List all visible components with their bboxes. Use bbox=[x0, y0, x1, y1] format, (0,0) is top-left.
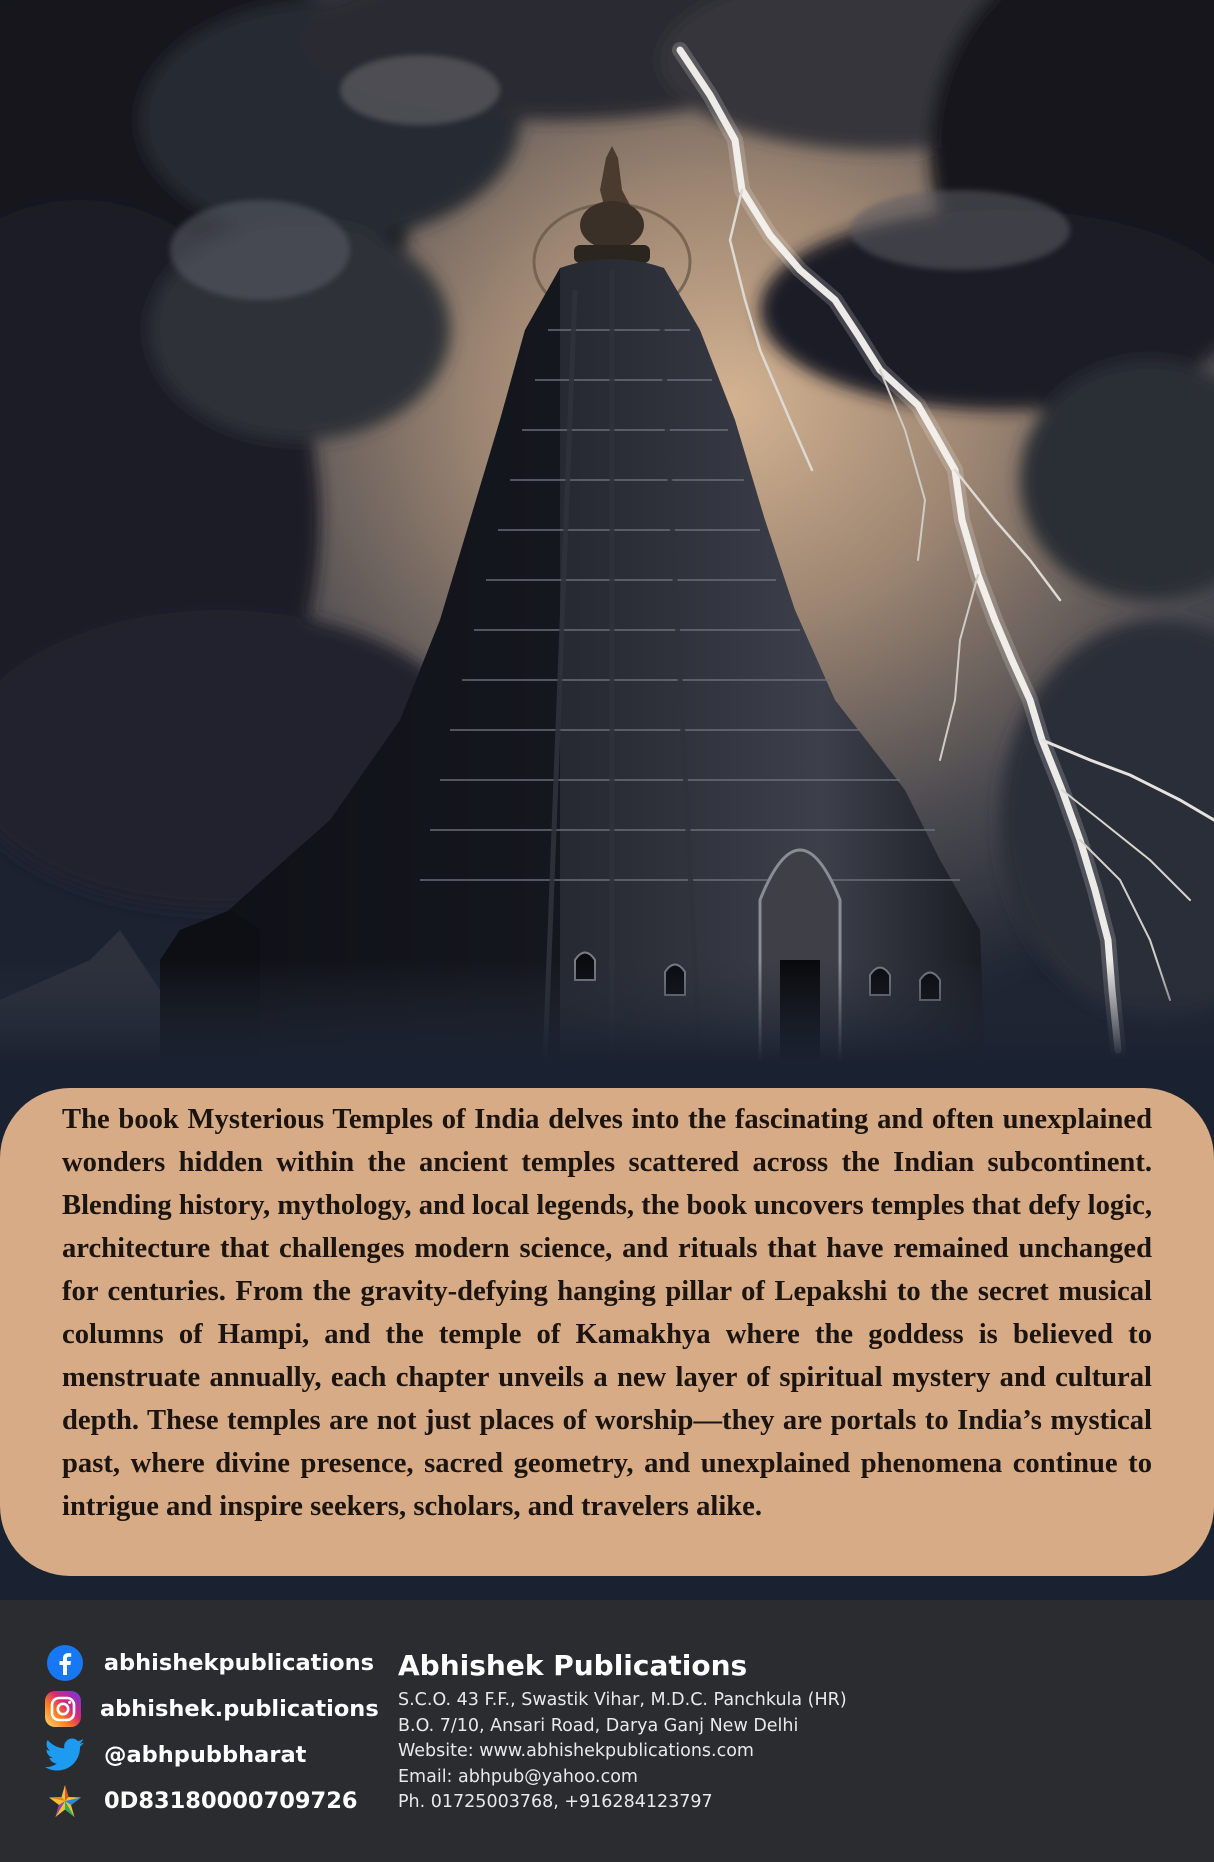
publisher-address-2: B.O. 7/10, Ansari Road, Darya Ganj New Delhi bbox=[398, 1715, 799, 1736]
publisher-info bbox=[398, 1648, 1158, 1816]
social-twitter[interactable] bbox=[44, 1732, 374, 1778]
twitter-handle: @abhpubbharat bbox=[104, 1742, 307, 1768]
publisher-footer bbox=[0, 1600, 1214, 1862]
social-facebook[interactable] bbox=[44, 1640, 374, 1686]
blurb-panel bbox=[0, 1088, 1214, 1576]
social-links bbox=[44, 1640, 379, 1824]
book-description: The book Mysterious Temples of India delves into the fascinating and often unexplained wonders hidden within the ancient temples scattered across the Indian subcontinent. Blending history, mythology, and local legends, the book uncovers temples that defy logic, architecture that challenges modern science, and rituals that have remained unchanged for centuries. From the gravity-defying hanging pillar of Lepakshi to the secret musical columns of Hampi, and the temple of Kamakhya where the goddess is believed to menstruate annually, each chapter unveils a new layer of spiritual mystery and cultural depth. These temples are not just places of worship—they are portals to India’s mystical past, where divine presence, sacred geometry, and unexplained phenomena continue to intrigue and inspire seekers, scholars, and travelers alike. bbox=[62, 1104, 1152, 1522]
twitter-icon bbox=[44, 1734, 86, 1776]
publisher-name: Abhishek Publications bbox=[398, 1649, 748, 1682]
instagram-handle: abhishek.publications bbox=[100, 1696, 379, 1722]
instagram-icon bbox=[44, 1688, 82, 1730]
publisher-phone: Ph. 01725003768, +916284123797 bbox=[398, 1792, 713, 1812]
publisher-email[interactable]: Email: abhpub@yahoo.com bbox=[398, 1766, 638, 1787]
other-handle: 0D83180000709726 bbox=[104, 1788, 358, 1814]
facebook-handle: abhishekpublications bbox=[103, 1650, 374, 1676]
social-instagram[interactable] bbox=[44, 1686, 379, 1732]
publisher-address-1: S.C.O. 43 F.F., Swastik Vihar, M.D.C. Panchkula (HR) bbox=[398, 1690, 847, 1710]
star-logo-icon bbox=[44, 1780, 86, 1822]
facebook-icon bbox=[44, 1642, 86, 1684]
publisher-website[interactable]: Website: www.abhishekpublications.com bbox=[398, 1741, 754, 1761]
social-other[interactable] bbox=[44, 1778, 374, 1824]
